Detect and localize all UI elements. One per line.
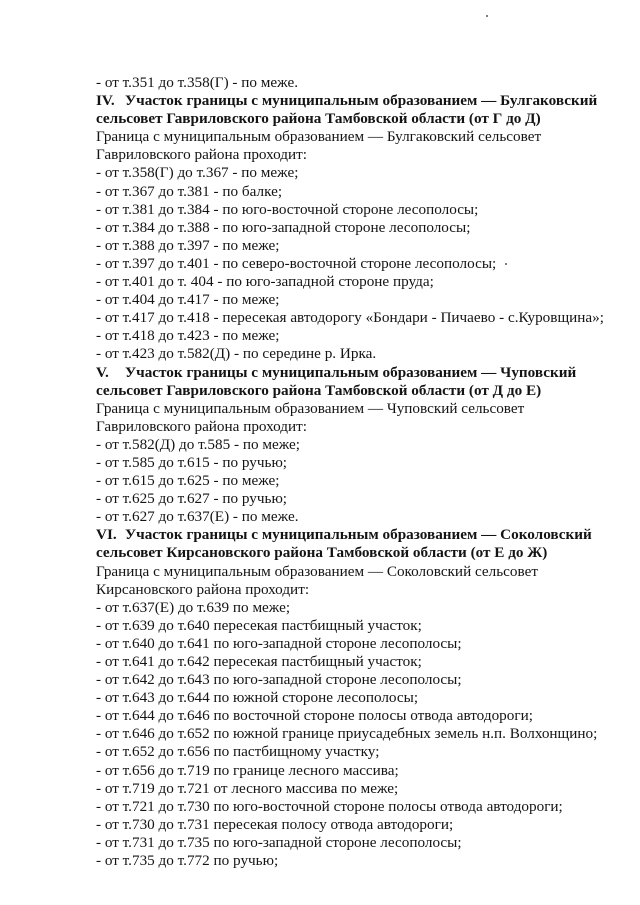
- line-text: Граница с муниципальным образованием — Булгаковский сельсовет: [96, 128, 542, 146]
- boundary-item: [96, 743, 626, 761]
- line-text: - от т.721 до т.730 по юго-восточной стороне полосы отвода автодороги;: [96, 797, 563, 815]
- line-text: - от т.656 до т.719 по границе лесного массива;: [96, 761, 399, 779]
- boundary-item: [96, 490, 626, 508]
- boundary-item: [96, 725, 626, 743]
- line-text: - от т.351 до т.358(Г) - по меже.: [96, 74, 298, 91]
- section-heading: [96, 364, 626, 382]
- boundary-item: [96, 436, 626, 454]
- boundary-item: [96, 327, 626, 345]
- line-text: Кирсановского района проходит:: [96, 580, 310, 598]
- line-text: - от т.637(Е) до т.639 по меже;: [96, 598, 291, 616]
- line-text: - от т.367 до т.381 - по балке;: [96, 182, 283, 200]
- line-text: - от т.585 до т.615 - по ручью;: [96, 453, 288, 471]
- line-text: Участок границы с муниципальным образованием — Булгаковский: [125, 92, 598, 110]
- section-heading-continuation: [96, 544, 626, 562]
- paragraph-line: [96, 581, 626, 599]
- line-text: - от т.615 до т.625 - по меже;: [96, 472, 280, 490]
- line-text: - от т.652 до т.656 по пастбищному участку;: [96, 743, 380, 761]
- boundary-item: [96, 74, 626, 92]
- boundary-item: [96, 183, 626, 201]
- line-text: - от т.397 до т.401 - по северо-восточной стороне лесополосы;: [96, 254, 497, 272]
- line-text: - от т.643 до т.644 по южной стороне лесополосы;: [96, 689, 419, 707]
- boundary-item: [96, 707, 626, 725]
- section-number: IV.: [96, 92, 115, 110]
- line-text: сельсовет Гавриловского района Тамбовской области (от Д до Е): [96, 381, 542, 399]
- section-heading: [96, 526, 626, 544]
- boundary-item: [96, 635, 626, 653]
- paragraph-line: [96, 128, 626, 146]
- line-text: - от т.646 до т.652 по южной границе приусадебных земель н.п. Волхонщино;: [96, 725, 598, 743]
- line-text: - от т.388 до т.397 - по меже;: [96, 236, 280, 254]
- line-text: Граница с муниципальным образованием — Соколовский сельсовет: [96, 562, 538, 580]
- document-body: [96, 74, 626, 870]
- line-text: - от т.401 до т. 404 - по юго-западной стороне пруда;: [96, 273, 434, 291]
- boundary-item: [96, 834, 626, 852]
- boundary-item: [96, 164, 626, 182]
- line-text: - от т.625 до т.627 - по ручью;: [96, 490, 288, 508]
- boundary-item: [96, 472, 626, 490]
- boundary-item: [96, 780, 626, 798]
- line-text: - от т.627 до т.637(Е) - по меже.: [96, 508, 299, 526]
- line-text: - от т.730 до т.731 пересекая полосу отвода автодороги;: [96, 815, 454, 833]
- boundary-item: [96, 219, 626, 237]
- boundary-item: [96, 508, 626, 526]
- line-text: - от т.384 до т.388 - по юго-западной стороне лесополосы;: [96, 218, 471, 236]
- boundary-item: [96, 309, 626, 327]
- boundary-item: [96, 852, 626, 870]
- boundary-item: [96, 454, 626, 472]
- paragraph-line: [96, 400, 626, 418]
- line-text: - от т.731 до т.735 по юго-западной стороне лесополосы;: [96, 833, 462, 851]
- paragraph-line: [96, 418, 626, 436]
- boundary-item: [96, 617, 626, 635]
- line-text: - от т.358(Г) до т.367 - по меже;: [96, 164, 299, 182]
- line-text: - от т.423 до т.582(Д) - по середине р. Ирка.: [96, 345, 377, 363]
- line-text: Участок границы с муниципальным образованием — Соколовский: [125, 526, 592, 544]
- boundary-item: [96, 273, 626, 291]
- section-number: VI.: [96, 526, 117, 544]
- boundary-item: [96, 671, 626, 689]
- line-text: - от т.417 до т.418 - пересекая автодорогу «Бондари - Пичаево - с.Куровщина»;: [96, 309, 604, 327]
- section-heading: [96, 92, 626, 110]
- boundary-item: [96, 653, 626, 671]
- line-text: Гавриловского района проходит:: [96, 417, 308, 435]
- boundary-item: [96, 237, 626, 255]
- boundary-item: [96, 291, 626, 309]
- section-heading-continuation: [96, 110, 626, 128]
- line-text: - от т.735 до т.772 по ручью;: [96, 852, 279, 870]
- line-text: - от т.582(Д) до т.585 - по меже;: [96, 435, 300, 453]
- boundary-item: [96, 345, 626, 363]
- boundary-item: [96, 255, 626, 273]
- boundary-item: [96, 816, 626, 834]
- line-text: - от т.381 до т.384 - по юго-восточной стороне лесополосы;: [96, 200, 479, 218]
- line-text: Граница с муниципальным образованием — Чуповский сельсовет: [96, 399, 525, 417]
- line-text: - от т.640 до т.641 по юго-западной стороне лесополосы;: [96, 634, 462, 652]
- boundary-item: [96, 201, 626, 219]
- section-heading-continuation: [96, 382, 626, 400]
- line-text: - от т.641 до т.642 пересекая пастбищный участок;: [96, 653, 422, 670]
- line-text: - от т.719 до т.721 от лесного массива по меже;: [96, 779, 399, 797]
- line-text: - от т.644 до т.646 по восточной стороне полосы отвода автодороги;: [96, 707, 533, 725]
- section-number: V.: [96, 363, 109, 381]
- scan-speck: [486, 15, 488, 17]
- line-text: - от т.418 до т.423 - по меже;: [96, 327, 280, 345]
- line-text: - от т.639 до т.640 пересекая пастбищный участок;: [96, 616, 422, 634]
- line-text: Гавриловского района проходит:: [96, 146, 308, 164]
- boundary-item: [96, 798, 626, 816]
- line-text: сельсовет Гавриловского района Тамбовской области (от Г до Д): [96, 110, 541, 128]
- boundary-item: [96, 689, 626, 707]
- line-text: сельсовет Кирсановского района Тамбовской области (от Е до Ж): [96, 544, 548, 562]
- line-text: Участок границы с муниципальным образованием — Чуповский: [125, 363, 577, 381]
- boundary-item: [96, 762, 626, 780]
- paragraph-line: [96, 146, 626, 164]
- line-text: - от т.404 до т.417 - по меже;: [96, 291, 280, 309]
- boundary-item: [96, 599, 626, 617]
- paragraph-line: [96, 563, 626, 581]
- line-text: - от т.642 до т.643 по юго-западной стороне лесополосы;: [96, 671, 462, 689]
